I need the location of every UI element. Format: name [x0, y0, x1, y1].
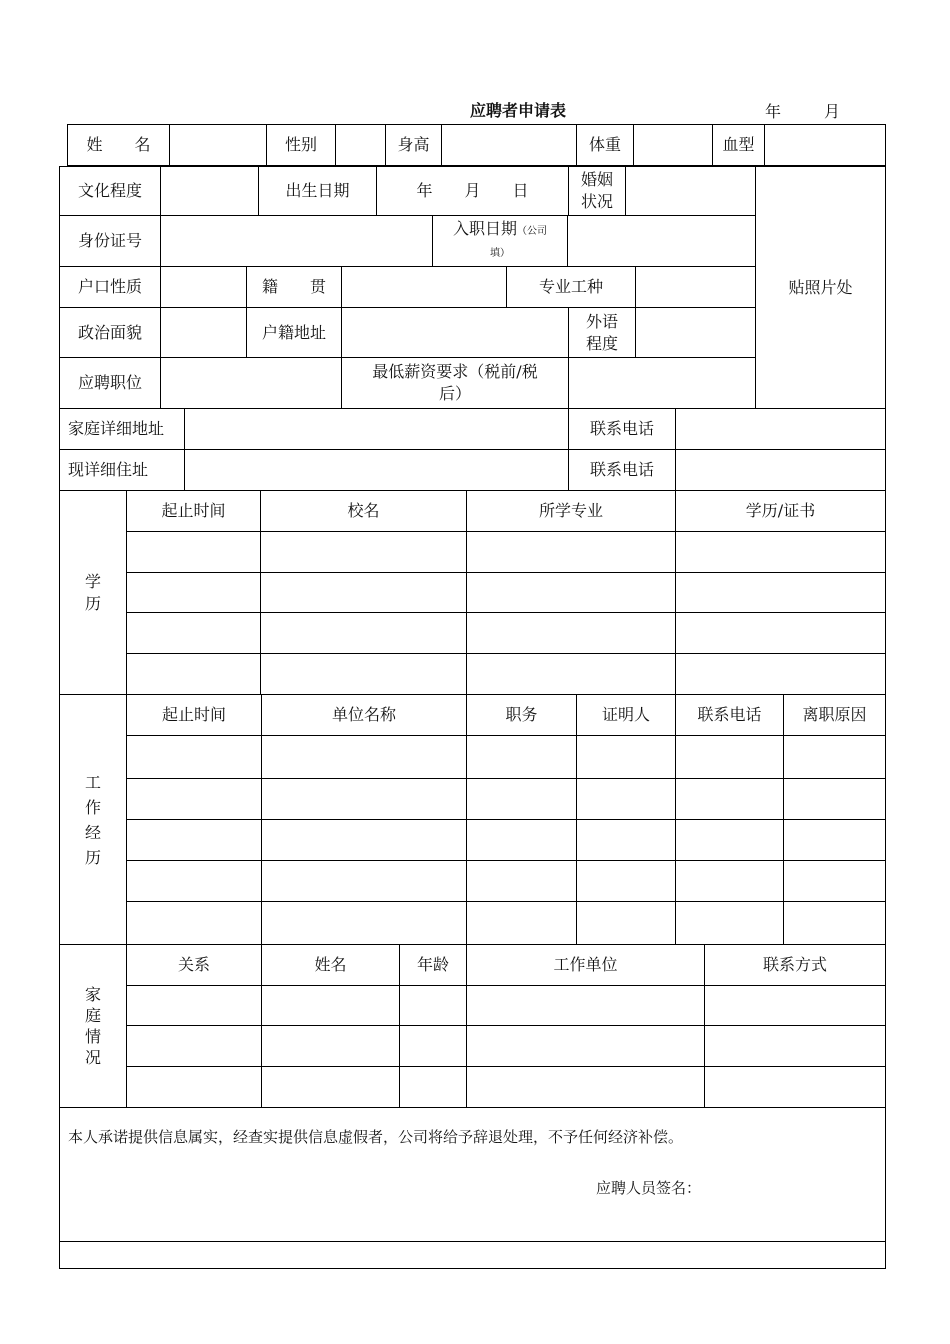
marital-status-field[interactable] — [626, 167, 755, 215]
native-place-field[interactable] — [342, 267, 506, 307]
name-field[interactable] — [170, 125, 266, 165]
hire-date-field[interactable] — [568, 216, 755, 266]
work-header-reference: 证明人 — [601, 705, 650, 724]
current-phone-label: 联系电话 — [589, 460, 654, 479]
edu-header-period: 起止时间 — [161, 501, 226, 520]
height-field[interactable] — [442, 125, 576, 165]
family-section-label: 家 庭 情 况 — [84, 985, 101, 1067]
language-level-field[interactable] — [636, 308, 755, 357]
political-status-label: 政治面貌 — [77, 322, 142, 342]
home-phone-field[interactable] — [676, 409, 885, 449]
native-place-label: 籍 贯 — [261, 277, 326, 296]
hukou-address-field[interactable] — [342, 308, 568, 357]
month-label: 月 — [824, 102, 841, 121]
hukou-address-label: 户籍地址 — [261, 322, 326, 342]
footer-blank-row — [60, 1242, 885, 1268]
weight-field[interactable] — [634, 125, 712, 165]
education-level-label: 文化程度 — [77, 181, 142, 200]
birth-date-label: 出生日期 — [285, 181, 350, 200]
year-label: 年 — [765, 102, 782, 121]
height-label: 身高 — [397, 135, 430, 154]
current-address-field[interactable] — [185, 450, 568, 490]
current-phone-field[interactable] — [676, 450, 885, 490]
family-header-relation: 关系 — [177, 955, 210, 974]
marital-status-label: 婚姻 状况 — [580, 170, 613, 211]
family-header-age: 年龄 — [416, 955, 449, 974]
photo-placeholder[interactable]: 贴照片处 — [788, 277, 853, 297]
edu-header-degree: 学历/证书 — [745, 501, 816, 520]
work-header-title: 职务 — [505, 705, 538, 724]
work-header-leave-reason: 离职原因 — [802, 705, 867, 724]
id-number-field[interactable] — [161, 216, 432, 266]
work-header-company: 单位名称 — [331, 705, 396, 724]
signature-label: 应聘人员签名： — [596, 1179, 702, 1197]
profession-label: 专业工种 — [538, 277, 603, 296]
position-label: 应聘职位 — [77, 373, 142, 392]
salary-requirement-field[interactable] — [569, 358, 755, 408]
education-section-label: 学 历 — [84, 571, 101, 613]
page-title: 应聘者申请表 — [470, 101, 567, 120]
current-address-label: 现详细住址 — [68, 460, 149, 479]
edu-header-major: 所学专业 — [538, 501, 603, 520]
birth-date-field[interactable]: 年 月 日 — [416, 181, 529, 200]
declaration-text: 本人承诺提供信息属实，经查实提供信息虚假者，公司将给予辞退处理，不予任何经济补偿。 — [68, 1128, 684, 1146]
home-address-field[interactable] — [185, 409, 568, 449]
salary-requirement-label: 最低薪资要求（税前/税 后） — [372, 362, 538, 403]
work-section-label: 工 作 经 历 — [84, 772, 101, 867]
edu-header-school: 校名 — [347, 501, 380, 520]
position-field[interactable] — [161, 358, 341, 408]
blood-label: 血型 — [722, 135, 755, 154]
hukou-type-label: 户口性质 — [77, 277, 142, 296]
hire-date-label: 入职日期（公司 填） — [452, 218, 547, 259]
home-phone-label: 联系电话 — [589, 419, 654, 438]
work-header-phone: 联系电话 — [697, 705, 762, 724]
name-label: 姓 名 — [86, 135, 151, 154]
language-level-label: 外语 程度 — [585, 311, 618, 353]
gender-field[interactable] — [336, 125, 385, 165]
blood-field[interactable] — [765, 125, 885, 165]
work-header-period: 起止时间 — [161, 705, 226, 724]
profession-field[interactable] — [636, 267, 755, 307]
family-header-name: 姓名 — [314, 955, 347, 974]
family-header-employer: 工作单位 — [553, 955, 618, 974]
gender-label: 性别 — [284, 135, 317, 154]
political-status-field[interactable] — [161, 308, 246, 357]
education-level-field[interactable] — [161, 167, 258, 215]
weight-label: 体重 — [588, 135, 621, 154]
home-address-label: 家庭详细地址 — [68, 419, 165, 438]
id-number-label: 身份证号 — [77, 231, 142, 250]
hukou-type-field[interactable] — [161, 267, 246, 307]
family-header-contact: 联系方式 — [762, 955, 827, 974]
